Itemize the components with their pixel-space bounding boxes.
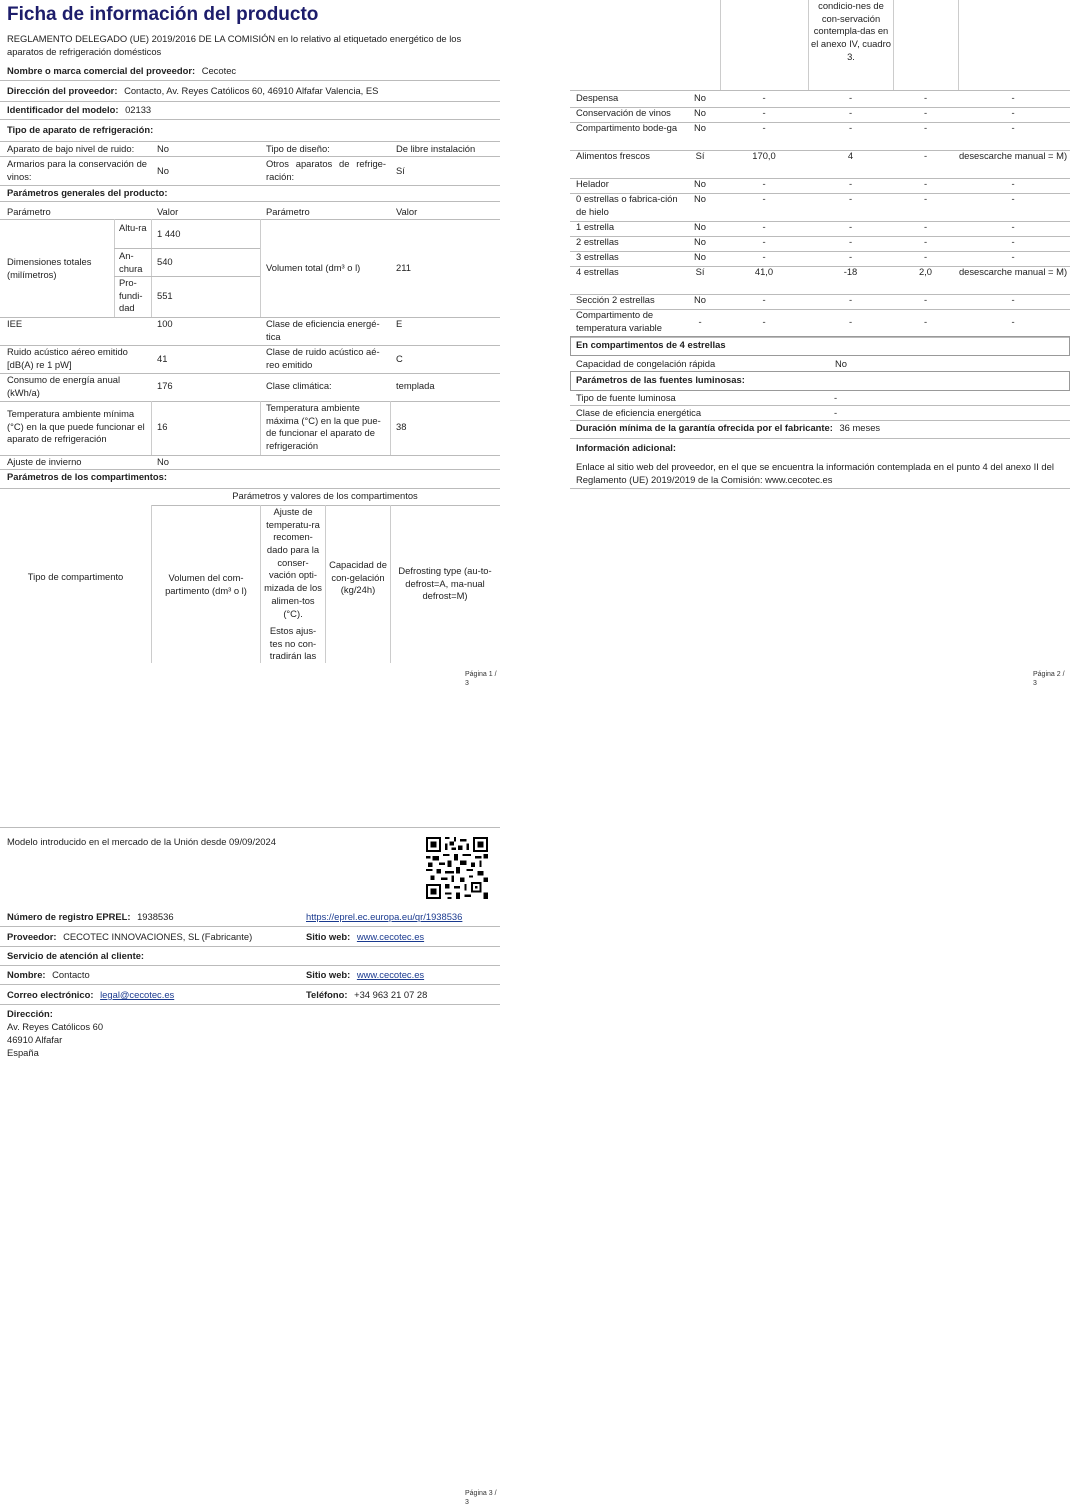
eprel-label: Número de registro EPREL: — [7, 911, 131, 922]
web-link[interactable]: www.cecotec.es — [356, 931, 425, 942]
comp-col-volume: Volumen del com-partimento (dm³ o l) — [165, 572, 247, 596]
cell-freeze: - — [923, 92, 928, 103]
page-3 — [0, 827, 500, 1507]
cell-defrost: - — [1011, 221, 1015, 232]
cell-present: No — [694, 236, 706, 247]
comp-col-freeze: Capacidad de con-gelación (kg/24h) — [329, 559, 387, 596]
extra-url[interactable]: www.cecotec.es — [765, 473, 833, 485]
cell-defrost: - — [1011, 178, 1015, 189]
cell-freeze: 2,0 — [918, 266, 933, 277]
cell-vol: 170,0 — [752, 150, 776, 161]
cell-present: No — [694, 107, 706, 118]
table-row — [570, 122, 1070, 151]
cell-present: - — [698, 316, 702, 327]
cell-vol: - — [762, 251, 766, 262]
cell-name: Conservación de vinos — [576, 107, 671, 118]
cell-vol: - — [762, 316, 766, 327]
page-title: Ficha de información del producto — [7, 4, 319, 25]
iee-label: IEE — [7, 318, 23, 329]
wine-label: Armarios para la conservación de vinos: — [7, 158, 147, 182]
noise-label: Ruido acústico aéreo emitido [dB(A) re 1 pW] — [7, 346, 128, 370]
light-type-label: Tipo de fuente luminosa — [576, 392, 676, 403]
cell-freeze: - — [923, 221, 928, 232]
cell-defrost: - — [1011, 193, 1015, 204]
type-header: Tipo de aparato de refrigeración: — [7, 124, 154, 135]
cell-present: No — [694, 251, 706, 262]
cell-temp: - — [848, 294, 853, 305]
page-2 — [570, 0, 1070, 688]
cell-present: Sí — [695, 266, 705, 277]
cell-temp: - — [848, 251, 853, 262]
phone-label: Teléfono: — [306, 989, 348, 1000]
four-star-box — [570, 336, 1070, 356]
cell-name: Sección 2 estrellas — [576, 294, 655, 305]
climate-value: templada — [396, 380, 435, 391]
address-header: Dirección: — [7, 1008, 53, 1019]
cell-name: Compartimento bode-ga — [576, 122, 678, 133]
comp-col-type: Tipo de compartimento — [27, 571, 124, 582]
name-value: Contacto — [52, 969, 90, 980]
light-eff-value: - — [834, 407, 838, 418]
email-link[interactable]: legal@cecotec.es — [100, 989, 175, 1000]
extra-header: Información adicional: — [576, 442, 677, 453]
cell-temp: - — [848, 221, 853, 232]
cell-vol: - — [762, 178, 766, 189]
web2-label: Sitio web: — [306, 969, 351, 980]
cell-temp: - — [848, 107, 853, 118]
eff-value: E — [396, 318, 403, 329]
table-row — [570, 193, 1070, 222]
design-label: Tipo de diseño: — [266, 143, 330, 154]
provider-line — [7, 931, 252, 944]
cell-freeze: - — [923, 294, 928, 305]
comp-col-defrost: Defrosting type (au-to-defrost=A, ma-nual defrost=M) — [398, 565, 492, 602]
cell-defrost: - — [1011, 107, 1015, 118]
supplier-label: Nombre o marca comercial del proveedor: — [7, 65, 196, 76]
supplier-value: Cecotec — [201, 65, 237, 76]
market-text: Modelo introducido en el mercado de la Unión desde 09/09/2024 — [7, 836, 276, 847]
comp-table-title: Parámetros y valores de los compartimentos — [232, 490, 418, 501]
low-noise-value: No — [157, 143, 169, 154]
iee-value: 100 — [157, 318, 173, 329]
cell-name: 1 estrella — [576, 221, 615, 232]
table-row — [570, 236, 1070, 252]
cell-temp: - — [848, 316, 853, 327]
noise-class-label: Clase de ruido acústico aé-reo emitido — [266, 346, 380, 370]
cell-freeze: - — [923, 251, 928, 262]
table-row — [570, 294, 1070, 310]
volume-label: Volumen total (dm³ o l) — [266, 262, 361, 273]
cell-present: No — [694, 193, 706, 204]
cell-vol: - — [762, 236, 766, 247]
address-line-1: Av. Reyes Católicos 60 — [7, 1021, 104, 1032]
light-type-value: - — [834, 392, 838, 403]
name-line — [7, 969, 90, 982]
model-label: Identificador del modelo: — [7, 104, 119, 115]
eprel-link[interactable]: https://eprel.ec.europa.eu/qr/1938536 — [306, 911, 463, 922]
email-label: Correo electrónico: — [7, 989, 94, 1000]
light-header: Parámetros de las fuentes luminosas: — [576, 374, 745, 385]
cell-defrost: desescarche manual = M) — [958, 150, 1068, 161]
cell-present: No — [694, 221, 706, 232]
model-line — [7, 104, 151, 117]
cell-name: Helador — [576, 178, 609, 189]
design-value: De libre instalación — [396, 143, 476, 154]
col-value2: Valor — [396, 206, 418, 217]
comp-col-temp: Ajuste de temperatu-ra recomen-dado para la conser-vación opti-mizada de los alimen-tos (°C). — [264, 506, 322, 619]
provider-value: CECOTEC INNOVACIONES, SL (Fabricante) — [63, 931, 253, 942]
winter-value: No — [157, 456, 169, 467]
cell-temp: 4 — [847, 150, 854, 161]
cell-name: 4 estrellas — [576, 266, 619, 277]
phone-line — [306, 989, 427, 1002]
four-star-header: En compartimentos de 4 estrellas — [576, 339, 726, 350]
cell-vol: - — [762, 107, 766, 118]
cell-defrost: - — [1011, 251, 1015, 262]
qr-code-icon — [426, 837, 488, 899]
depth-value: 551 — [157, 290, 173, 301]
address-label: Dirección del proveedor: — [7, 85, 118, 96]
table-row — [570, 178, 1070, 194]
volume-value: 211 — [396, 262, 411, 273]
fast-freeze-label: Capacidad de congelación rápida — [576, 358, 716, 369]
width-label: An-chura — [119, 250, 143, 274]
eprel-line — [7, 911, 174, 924]
provider-label: Proveedor: — [7, 931, 57, 942]
eprel-value: 1938536 — [137, 911, 174, 922]
min-temp-label: Temperatura ambiente mínima (°C) en la que puede funcionar el aparato de refrigeración — [7, 408, 145, 445]
comp-col-temp2: Estos ajus-tes no con-tradirán las — [269, 625, 317, 662]
email-line — [7, 989, 174, 1002]
cell-name: Alimentos frescos — [576, 150, 650, 161]
model-value: 02133 — [125, 104, 152, 115]
width-value: 540 — [157, 256, 173, 267]
service-header: Servicio de atención al cliente: — [7, 950, 145, 961]
supplier-line — [7, 65, 236, 78]
col-value: Valor — [157, 206, 179, 217]
cell-temp: - — [848, 122, 853, 133]
max-temp-label: Temperatura ambiente máxima (°C) en la que pue-de funcionar el aparato de refrigeración — [266, 402, 381, 452]
light-box — [570, 371, 1070, 391]
height-value: 1 440 — [157, 228, 181, 239]
cell-name: 0 estrellas o fabrica-ción de hielo — [576, 193, 678, 217]
other-value: Sí — [396, 165, 405, 176]
noise-class-value: C — [396, 353, 403, 364]
address-value: Contacto, Av. Reyes Católicos 60, 46910 Alfafar Valencia, ES — [124, 85, 379, 96]
address-line — [7, 85, 378, 98]
cell-vol: 41,0 — [754, 266, 774, 277]
cell-temp: - — [848, 178, 853, 189]
web-label: Sitio web: — [306, 931, 351, 942]
cell-temp: -18 — [843, 266, 858, 277]
fast-freeze-value: No — [835, 358, 847, 369]
cell-present: No — [694, 178, 706, 189]
cell-vol: - — [762, 193, 766, 204]
eff-label: Clase de eficiencia energé-tica — [266, 318, 380, 342]
cell-vol: - — [762, 122, 766, 133]
cell-defrost: - — [1011, 122, 1015, 133]
cell-freeze: - — [923, 107, 928, 118]
address-line-2: 46910 Alfafar — [7, 1034, 63, 1045]
winter-label: Ajuste de invierno — [7, 456, 82, 467]
consumption-value: 176 — [157, 380, 173, 391]
cell-freeze: - — [923, 150, 928, 161]
height-label: Altu-ra — [119, 222, 147, 233]
climate-label: Clase climática: — [266, 380, 332, 391]
cell-freeze: - — [923, 236, 928, 247]
max-temp-value: 38 — [396, 421, 407, 432]
page-number-1: Página 1 / 3 — [465, 671, 497, 688]
warranty-line — [576, 422, 880, 435]
cell-name: 2 estrellas — [576, 236, 619, 247]
low-noise-label: Aparato de bajo nivel de ruido: — [7, 143, 135, 154]
noise-value: 41 — [157, 353, 168, 364]
name-label: Nombre: — [7, 969, 46, 980]
general-header: Parámetros generales del producto: — [7, 187, 168, 198]
warranty-label: Duración mínima de la garantía ofrecida por el fabricante: — [576, 422, 833, 433]
comp-top-header: condicio-nes de con-servación contempla-das en el anexo IV, cuadro 3. — [811, 0, 891, 62]
table-row — [570, 92, 1070, 108]
cell-name: Despensa — [576, 92, 619, 103]
comp-header: Parámetros de los compartimentos: — [7, 471, 167, 482]
depth-label: Pro-fundi-dad — [119, 277, 143, 314]
cell-vol: - — [762, 92, 766, 103]
cell-present: No — [694, 92, 706, 103]
cell-defrost: - — [1011, 92, 1015, 103]
page-1 — [0, 0, 500, 688]
table-row — [570, 107, 1070, 123]
extra-text — [576, 461, 1066, 486]
cell-present: No — [694, 294, 706, 305]
cell-name: Compartimento de temperatura variable — [576, 309, 662, 333]
cell-vol: - — [762, 294, 766, 305]
cell-temp: - — [848, 193, 853, 204]
regulation-text: REGLAMENTO DELEGADO (UE) 2019/2016 DE LA COMISIÓN en lo relativo al etiquetado energético de los aparatos de refrigeración domésticos — [7, 33, 462, 57]
web-line — [306, 931, 424, 944]
phone-value: +34 963 21 07 28 — [354, 989, 428, 1000]
cell-name: 3 estrellas — [576, 251, 619, 262]
col-param2: Parámetro — [266, 206, 310, 217]
cell-present: No — [694, 122, 706, 133]
consumption-label: Consumo de energía anual (kWh/a) — [7, 374, 121, 398]
cell-freeze: - — [923, 316, 928, 327]
min-temp-value: 16 — [157, 421, 168, 432]
cell-temp: - — [848, 92, 853, 103]
wine-value: No — [157, 165, 169, 176]
cell-vol: - — [762, 221, 766, 232]
cell-defrost: desescarche manual = M) — [958, 266, 1068, 277]
table-row — [570, 150, 1070, 179]
light-eff-label: Clase de eficiencia energética — [576, 407, 702, 418]
cell-freeze: - — [923, 193, 928, 204]
address-line-3: España — [7, 1047, 39, 1058]
web2-line — [306, 969, 424, 982]
other-label: Otros aparatos de refrige-ración: — [266, 158, 386, 182]
cell-present: Sí — [695, 150, 705, 161]
extra-text-body: Enlace al sitio web del proveedor, en el que se encuentra la información contemplada en el punto 4 del anexo II del Reglamento (UE) 2019/2019 de la Comisión: — [576, 461, 1054, 485]
table-row — [570, 309, 1070, 338]
table-row — [570, 251, 1070, 267]
page-number-3: Página 3 / 3 — [465, 1490, 497, 1507]
web2-link[interactable]: www.cecotec.es — [356, 969, 425, 980]
cell-temp: - — [848, 236, 853, 247]
cell-freeze: - — [923, 122, 928, 133]
cell-defrost: - — [1011, 316, 1015, 327]
page-number-2: Página 2 / 3 — [1033, 671, 1065, 688]
cell-defrost: - — [1011, 294, 1015, 305]
dims-label: Dimensiones totales (milímetros) — [7, 256, 92, 280]
cell-freeze: - — [923, 178, 928, 189]
warranty-value: 36 meses — [839, 422, 881, 433]
table-row — [570, 266, 1070, 295]
col-param: Parámetro — [7, 206, 51, 217]
table-row — [570, 221, 1070, 237]
cell-defrost: - — [1011, 236, 1015, 247]
